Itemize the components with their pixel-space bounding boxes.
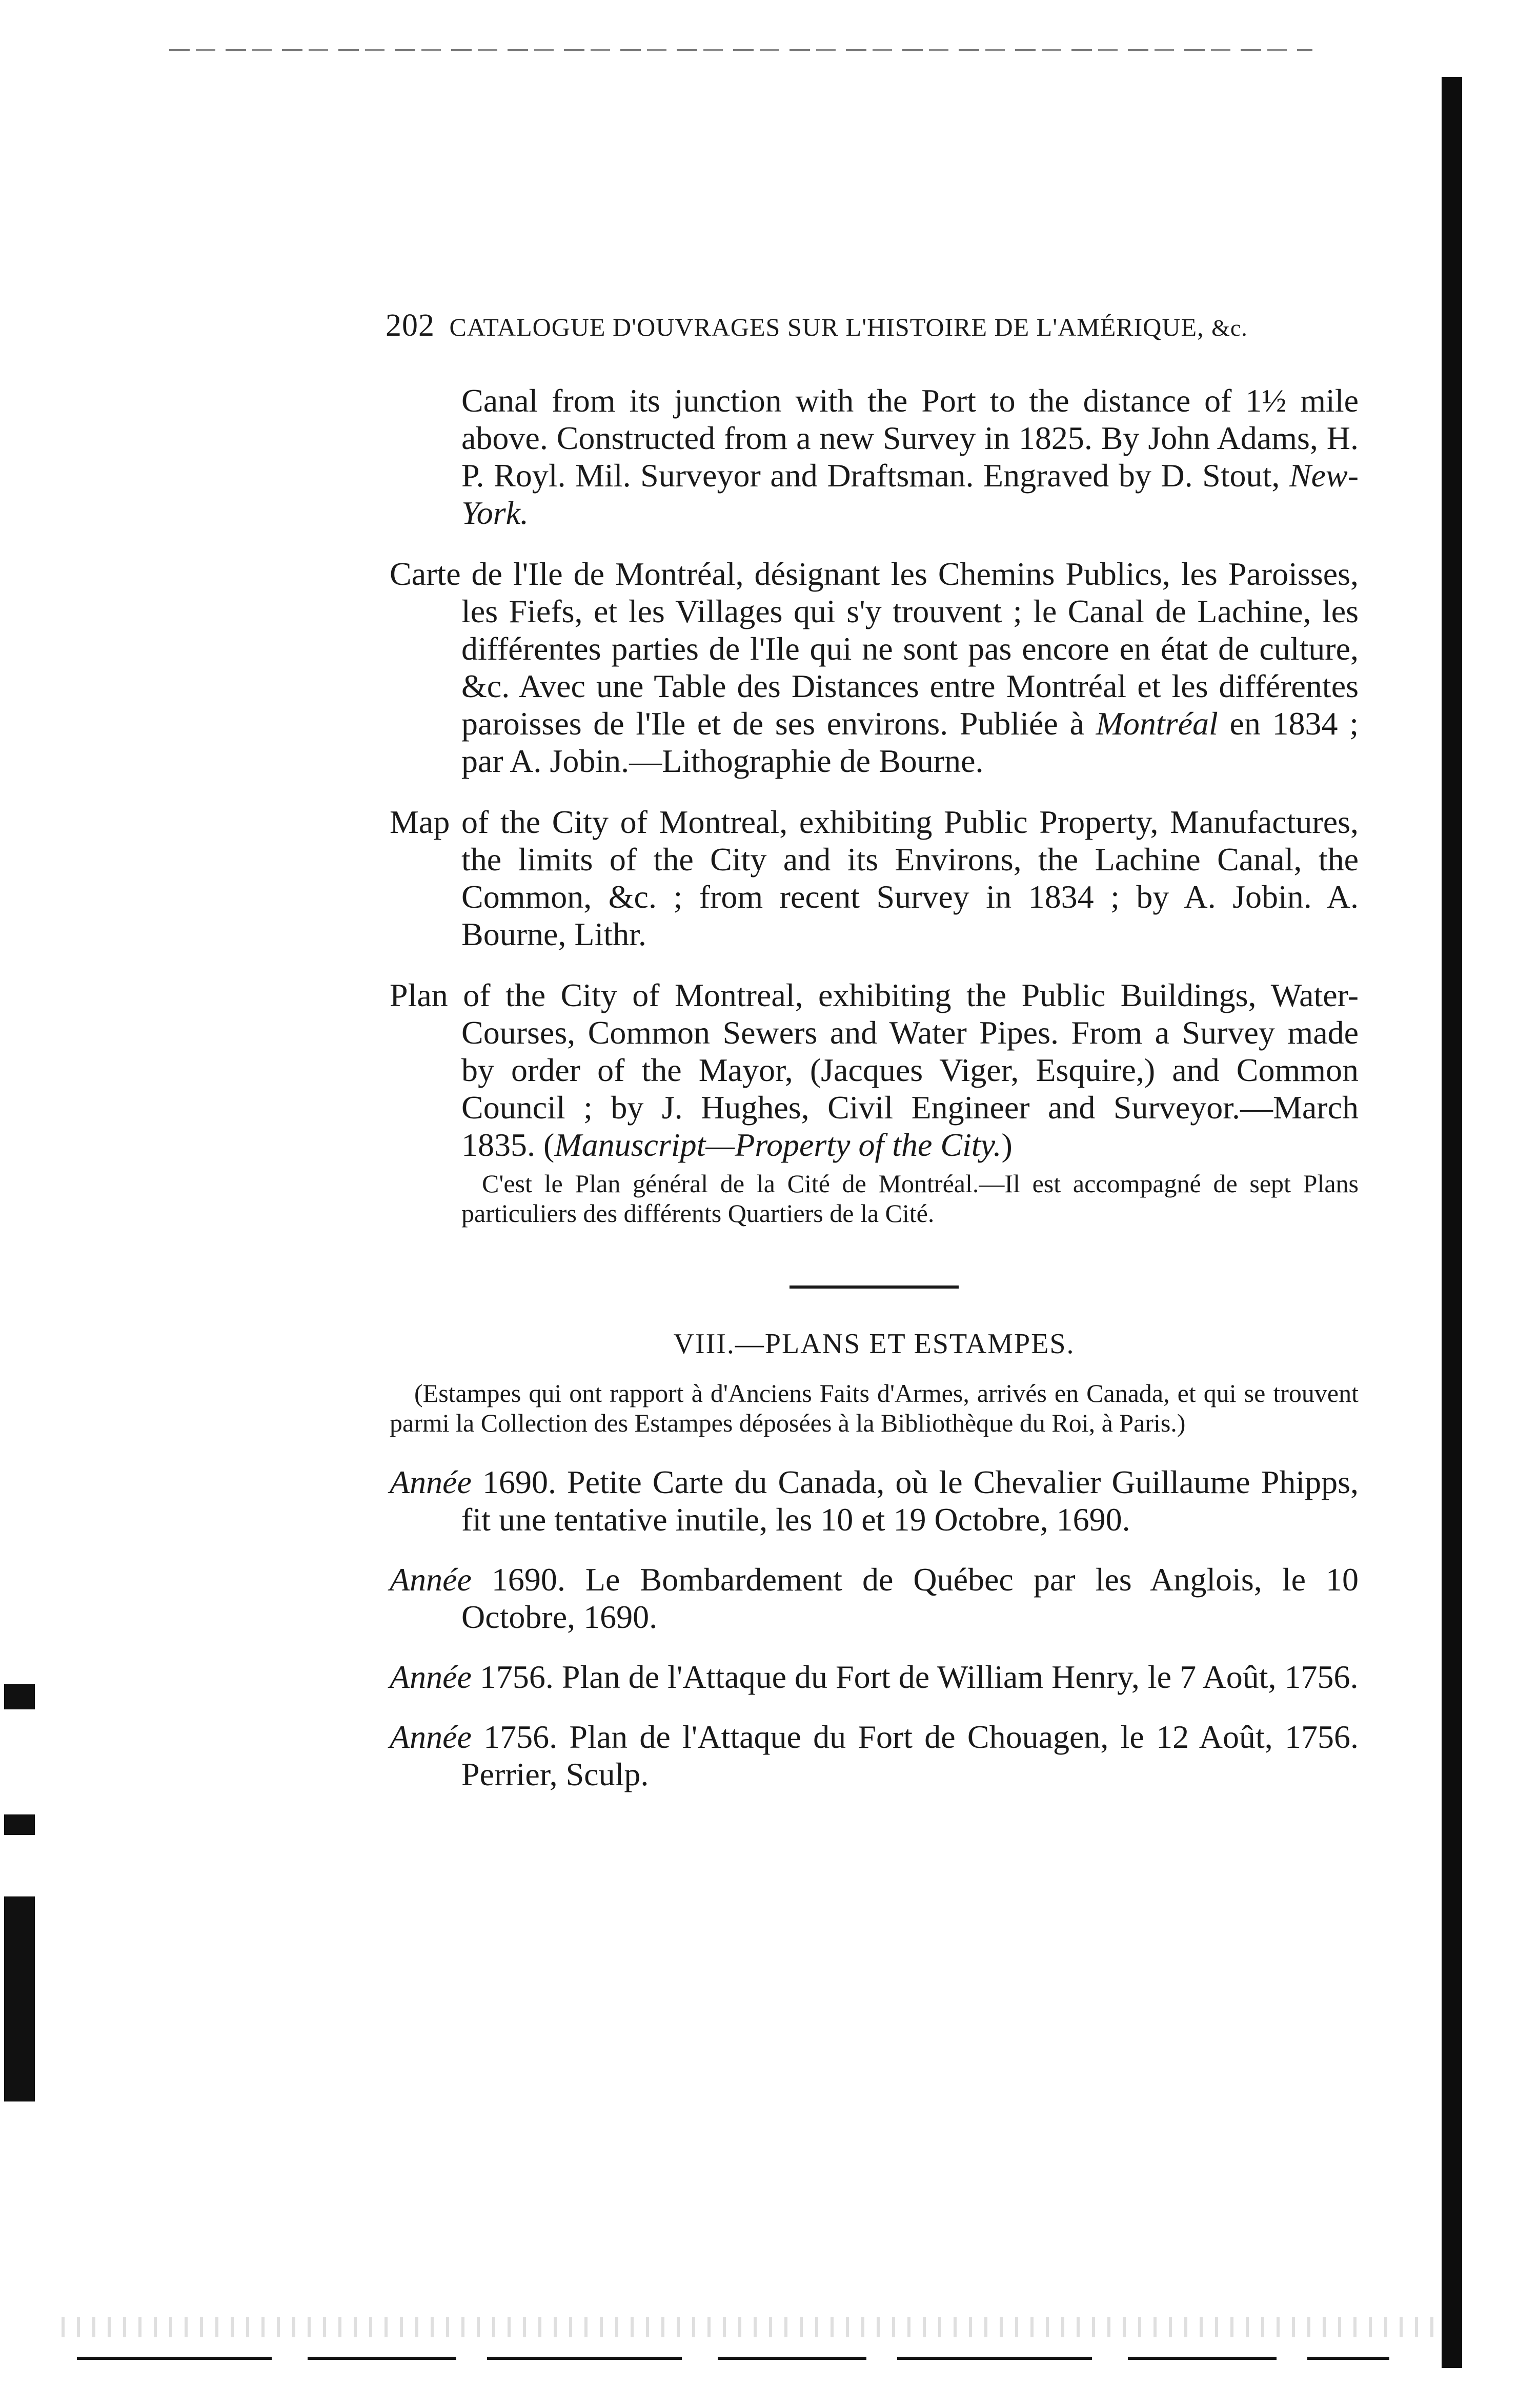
section-divider [790,1285,959,1289]
scan-top-edge [169,49,1312,51]
entry-note: C'est le Plan général de la Cité de Montréal.—Il est accompagné de sept Plans particuliers des différents Quartiers de la Cité. [461,1169,1359,1228]
scan-bottom-edge [77,2357,1389,2360]
page-body [390,382,1359,1793]
scan-left-mark [4,1896,35,2101]
scan-left-mark [4,1814,35,1835]
year-entry: Année 1756. Plan de l'Attaque du Fort de Chouagen, le 12 Août, 1756. Perrier, Sculp. [390,1719,1359,1792]
year-entry: Année 1690. Petite Carte du Canada, où le Chevalier Guillaume Phipps, fit une tentative inutile, les 10 et 19 Octobre, 1690. [390,1464,1359,1538]
section-note: (Estampes qui ont rapport à d'Anciens Faits d'Armes, arrivés en Canada, et qui se trouvent parmi la Collection des Estampes déposées à la Bibliothèque du Roi, à Paris.) [390,1379,1359,1437]
section-title: VIII.—PLANS ET ESTAMPES. [673,1328,1075,1360]
scan-left-mark [4,1684,35,1709]
catalogue-entry: Map of the City of Montreal, exhibiting Public Property, Manufactures, the limits of the City and its Environs, the Lachine Canal, the Common, &c. ; from recent Survey in 1834 ; by A. Jobin. A. Bourne, Lithr. [390,804,1359,952]
catalogue-entry: Carte de l'Ile de Montréal, désignant les Chemins Publics, les Paroisses, les Fiefs, et les Villages qui s'y trouvent ; le Canal de Lachine, les différentes parties de l'Ile qui ne sont pas encore en état de culture, &c. Avec une Table des Distances entre Montréal et les différentes paroisses de l'Ile et de ses environs. Publiée à Montréal en 1834 ; par A. Jobin.—Lithographie de Bourne. [390,556,1359,779]
running-title-etc: &c. [1211,315,1248,341]
running-header [386,308,1375,344]
year-entry: Année 1690. Le Bombardement de Québec par les Anglois, le 10 Octobre, 1690. [390,1561,1359,1635]
scan-right-edge [1442,77,1462,2368]
page-number: 202 [386,308,435,343]
catalogue-entry: Canal from its junction with the Port to the distance of 1½ mile above. Constructed from a new Survey in 1825. By John Adams, H. P. Royl. Mil. Surveyor and Draftsman. Engraved by D. Stout, New-York. [461,382,1359,531]
year-entry: Année 1756. Plan de l'Attaque du Fort de William Henry, le 7 Août, 1756. [390,1659,1359,1695]
scan-bottom-noise [62,2317,1446,2337]
running-title: CATALOGUE D'OUVRAGES SUR L'HISTOIRE DE L'AMÉRIQUE, [449,313,1204,341]
catalogue-entry: Plan of the City of Montreal, exhibiting the Public Buildings, Water-Courses, Common Sewers and Water Pipes. From a Survey made by order of the Mayor, (Jacques Viger, Esquire,) and Common Council ; by J. Hughes, Civil Engineer and Surveyor.—March 1835. (Manuscript—Property of the City.) [390,977,1359,1163]
